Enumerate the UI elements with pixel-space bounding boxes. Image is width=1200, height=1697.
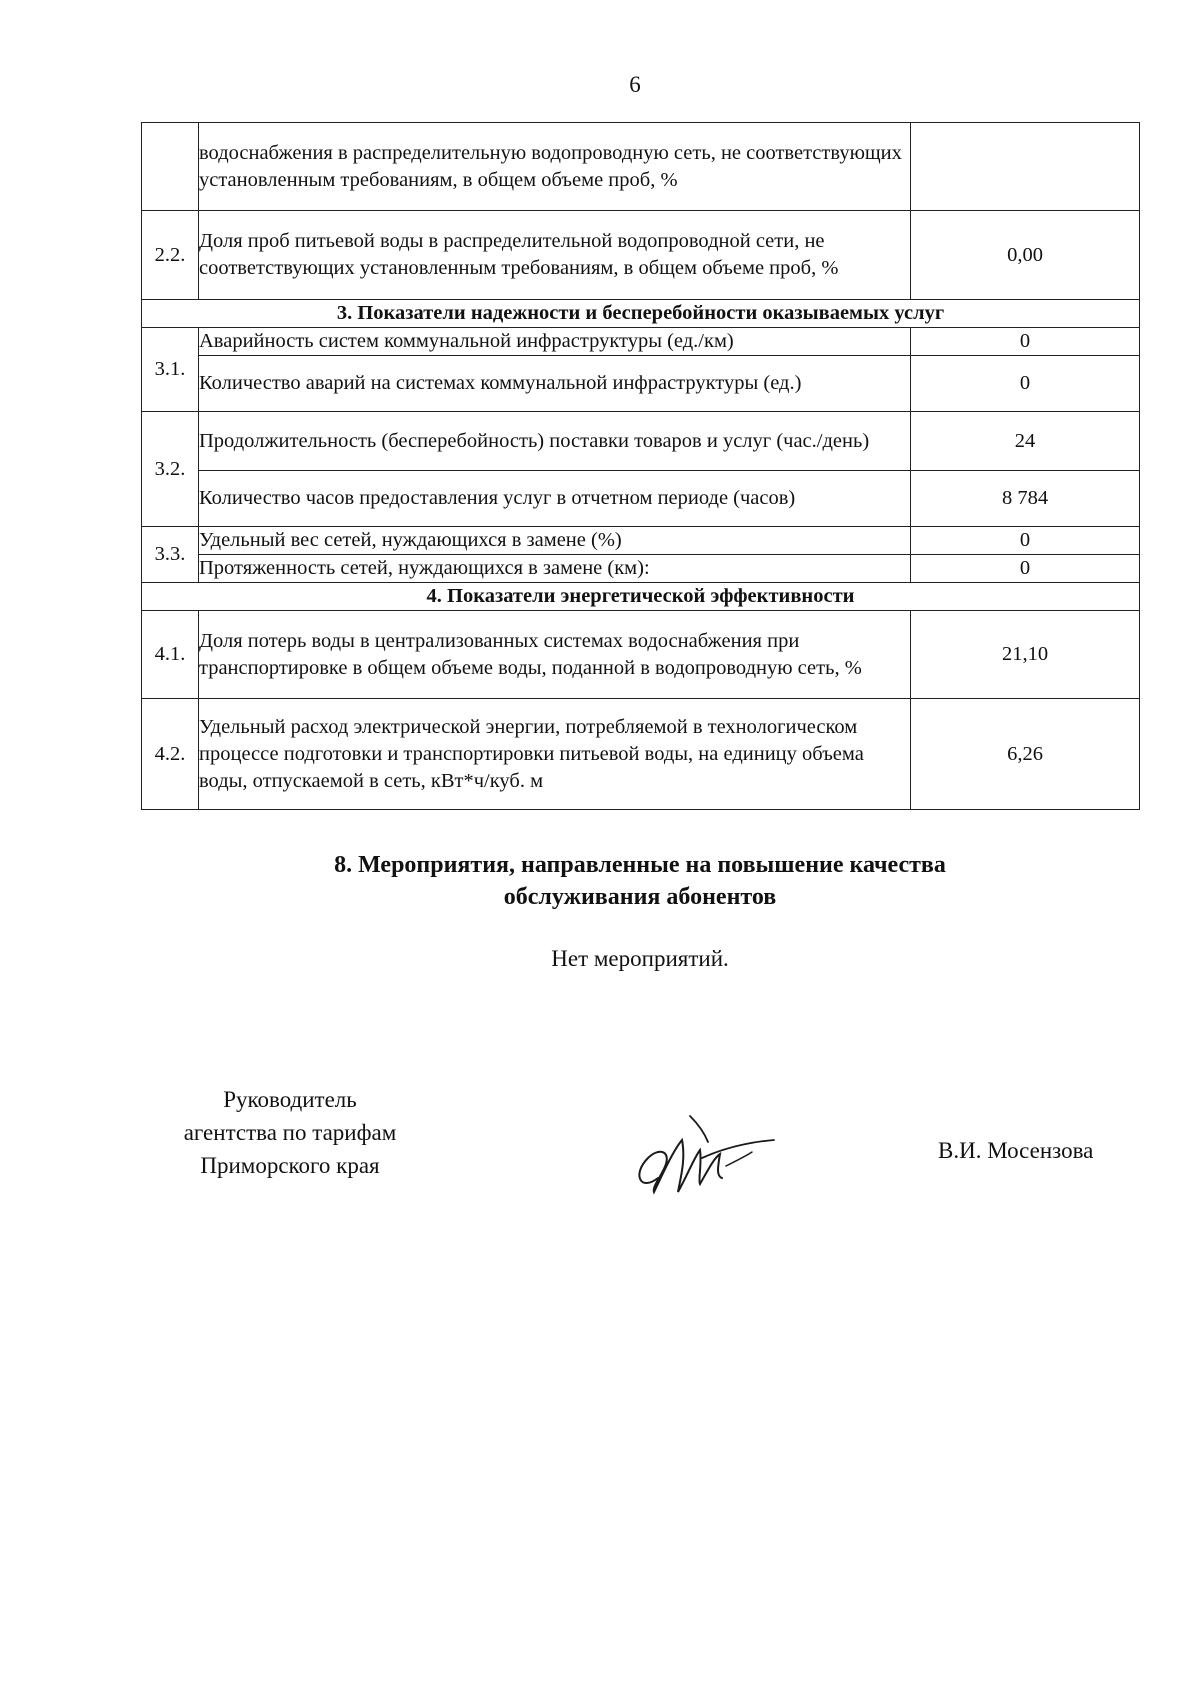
indicator-description: Продолжительность (бесперебойность) поставки товаров и услуг (час./день) (199, 412, 911, 471)
handwritten-signature-icon (628, 1100, 778, 1210)
table-row-3-1b (142, 356, 1140, 412)
indicator-value: 0 (911, 328, 1140, 356)
indicators-table (141, 122, 1140, 810)
indicator-description: водоснабжения в распределительную водопроводную сеть, не соответствующих установленным требованиям, в общем объеме проб, % (199, 123, 911, 211)
indicator-value: 8 784 (911, 471, 1140, 527)
row-number-cell: 3.3. (142, 527, 199, 583)
indicator-value: 0 (911, 555, 1140, 583)
signer-title (130, 1083, 450, 1182)
indicator-value: 0 (911, 527, 1140, 555)
table-row-4-1 (142, 611, 1140, 699)
signer-title-line1: Руководитель (223, 1087, 357, 1112)
indicator-description: Удельный расход электрической энергии, потребляемой в технологическом процессе подготовки и транспортировки питьевой воды, на единицу объема воды, отпускаемой в сеть, кВт*ч/куб. м (199, 699, 911, 810)
row-number-cell: 3.1. (142, 328, 199, 412)
indicator-description: Количество часов предоставления услуг в отчетном периоде (часов) (199, 471, 911, 527)
signer-title-line3: Приморского края (200, 1153, 380, 1178)
row-number-cell: 4.1. (142, 611, 199, 699)
table-row-continuation (142, 123, 1140, 211)
indicator-value: 21,10 (911, 611, 1140, 699)
indicator-description: Количество аварий на системах коммунальной инфраструктуры (ед.) (199, 356, 911, 412)
section-header-row (142, 300, 1140, 328)
table-row-3-3a (142, 527, 1140, 555)
indicator-description: Протяженность сетей, нуждающихся в замене (км): (199, 555, 911, 583)
table-row-3-2b (142, 471, 1140, 527)
indicator-value: 24 (911, 412, 1140, 471)
section-3-title: 3. Показатели надежности и бесперебойности оказываемых услуг (142, 300, 1140, 328)
row-number-cell (142, 123, 199, 211)
table-row-2-2 (142, 211, 1140, 300)
section-4-title: 4. Показатели энергетической эффективности (142, 583, 1140, 611)
section-8-body: Нет мероприятий. (551, 946, 729, 971)
section-8-heading (0, 849, 1200, 913)
row-number-cell: 3.2. (142, 412, 199, 527)
row-number-cell: 4.2. (142, 699, 199, 810)
table-row-3-3b (142, 555, 1140, 583)
table-row-3-1a (142, 328, 1140, 356)
indicator-value: 0,00 (911, 211, 1140, 300)
section-8-heading-line2: обслуживания абонентов (503, 884, 777, 910)
indicator-description: Удельный вес сетей, нуждающихся в замене (%) (199, 527, 911, 555)
section-header-row (142, 583, 1140, 611)
indicator-value (911, 123, 1140, 211)
indicator-value: 6,26 (911, 699, 1140, 810)
signer-title-line2: агентства по тарифам (183, 1120, 397, 1145)
row-number-cell: 2.2. (142, 211, 199, 300)
table-row-4-2 (142, 699, 1140, 810)
signer-name: В.И. Мосензова (938, 1138, 1094, 1163)
page-number: 6 (629, 72, 641, 97)
indicator-description: Доля проб питьевой воды в распределительной водопроводной сети, не соответствующих установленным требованиям, в общем объеме проб, % (199, 211, 911, 300)
indicator-value: 0 (911, 356, 1140, 412)
indicator-description: Доля потерь воды в централизованных системах водоснабжения при транспортировке в общем объеме воды, поданной в водопроводную сеть, % (199, 611, 911, 699)
table-row-3-2a (142, 412, 1140, 471)
section-8-heading-line1: 8. Мероприятия, направленные на повышение качества (334, 852, 946, 878)
indicator-description: Аварийность систем коммунальной инфраструктуры (ед./км) (199, 328, 911, 356)
